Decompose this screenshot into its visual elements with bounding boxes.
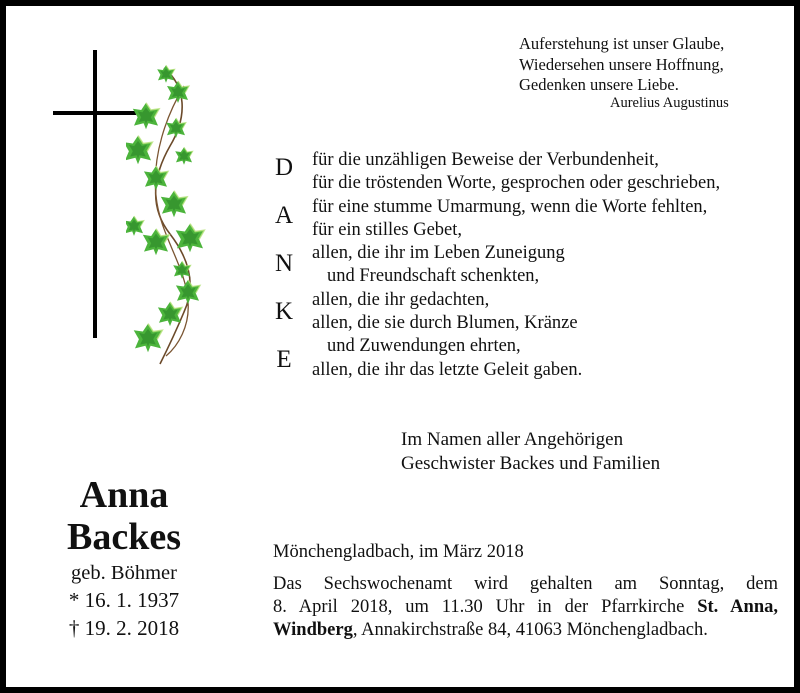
cross-horizontal-bar: [53, 111, 136, 115]
quote-block: [519, 34, 724, 96]
thanks-line: allen, die sie durch Blumen, Kränze: [312, 313, 578, 334]
thanks-line: allen, die ihr gedachten,: [312, 289, 490, 310]
quote-line: Gedenken unsere Liebe.: [519, 75, 679, 94]
thanks-line: für die tröstenden Worte, gesprochen oder geschrieben,: [312, 173, 721, 194]
church-address: , Annakirchstraße 84, 41063 Mönchengladbach.: [352, 620, 708, 640]
danke-letter-a: A: [274, 202, 294, 229]
danke-letter-d: D: [274, 154, 294, 181]
service-info: [273, 573, 778, 642]
signature-block: [401, 428, 660, 476]
first-name: Anna: [79, 474, 169, 516]
deceased-block: [40, 474, 208, 642]
last-name: Backes: [67, 516, 181, 558]
thanks-line: allen, die ihr das letzte Geleit gaben.: [312, 359, 583, 380]
thanks-line: allen, die ihr im Leben Zuneigung: [312, 243, 565, 264]
quote-line: Wiedersehen unsere Hoffnung,: [519, 54, 724, 74]
service-line-2-text: 8. April 2018, um 11.30 Uhr in der Pfarrkirche: [273, 597, 698, 617]
birth-date: * 16. 1. 1937: [68, 588, 180, 612]
ivy-vine-icon: [126, 56, 216, 366]
signature-line-2: Geschwister Backes und Familien: [401, 453, 661, 474]
thanks-line: und Zuwendungen ehrten,: [327, 336, 521, 357]
danke-letter-n: N: [274, 250, 294, 277]
cross-vertical-bar: [93, 50, 97, 338]
place-date: Mönchengladbach, im März 2018: [273, 542, 524, 562]
signature-line-1: Im Namen aller Angehörigen: [401, 429, 624, 450]
thanks-line: für ein stilles Gebet,: [312, 219, 463, 240]
death-date: † 19. 2. 2018: [68, 616, 180, 640]
birth-name: geb. Böhmer: [71, 562, 177, 584]
thanks-text: [312, 149, 720, 382]
thanks-line: und Freundschaft schenkten,: [327, 266, 540, 287]
danke-letter-e: E: [276, 346, 292, 373]
quote-author: Aurelius Augustinus: [610, 95, 729, 111]
service-line-2: [273, 596, 778, 619]
service-line-1: Das Sechswochenamt wird gehalten am Sonntag, dem: [273, 574, 778, 594]
service-line-3: [273, 619, 778, 642]
church-name: St. Anna,: [697, 597, 778, 617]
thanks-line: für eine stumme Umarmung, wenn die Worte fehlten,: [312, 196, 708, 217]
thanks-line: für die unzähligen Beweise der Verbundenheit,: [312, 150, 659, 170]
church-location: Windberg: [273, 620, 353, 640]
quote-line: Auferstehung ist unser Glaube,: [519, 34, 725, 53]
danke-letter-k: K: [274, 298, 294, 325]
